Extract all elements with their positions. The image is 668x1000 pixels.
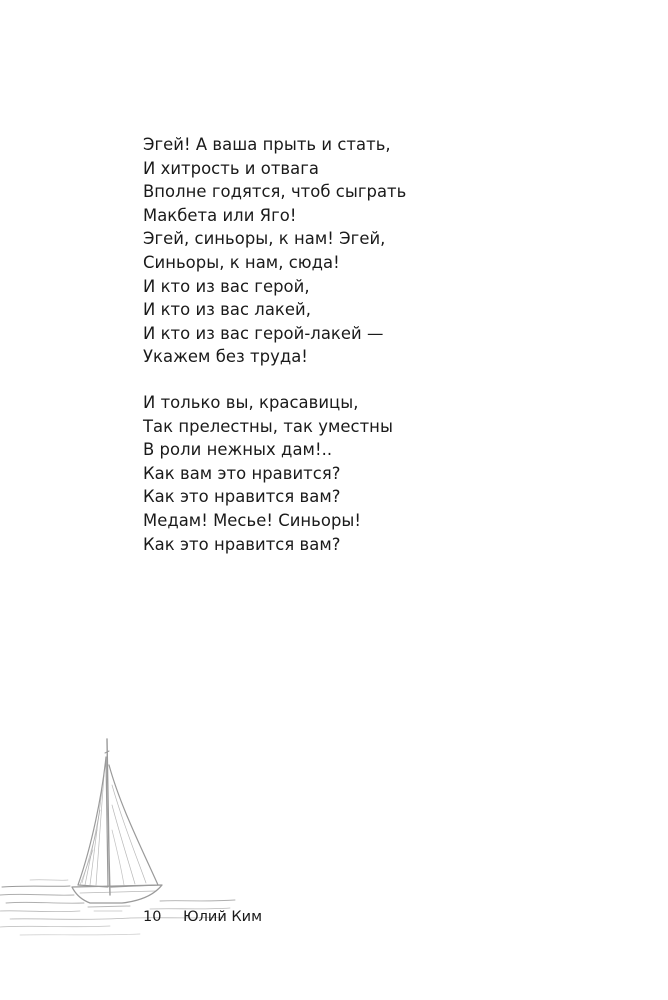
stanza-2 (143, 391, 563, 556)
author-name: Юлий Ким (183, 909, 263, 925)
poem-line: Синьоры, к нам, сюда! (143, 252, 340, 272)
poem-line: И только вы, красавицы, (143, 392, 359, 412)
poem-line: И кто из вас герой-лакей — (143, 323, 384, 343)
poem-line: Как вам это нравится? (143, 463, 341, 483)
poem-line: И хитрость и отвага (143, 158, 319, 178)
poem-line: И кто из вас герой, (143, 276, 310, 296)
poem-line: Медам! Месье! Синьоры! (143, 510, 362, 530)
poem-line: В роли нежных дам!.. (143, 440, 333, 460)
poem-line: Макбета или Яго! (143, 205, 297, 225)
poem-line: И кто из вас лакей, (143, 300, 311, 320)
page-footer (143, 907, 262, 927)
stanza-1 (143, 133, 563, 369)
poem-line: Эгей, синьоры, к нам! Эгей, (143, 229, 386, 249)
poem-line: Так прелестны, так уместны (143, 416, 393, 436)
poem-line: Эгей! А ваша прыть и стать, (143, 135, 391, 154)
sailboat-drawing (0, 739, 235, 935)
poem-text (143, 133, 563, 556)
page-number: 10 (143, 909, 162, 925)
poem-line: Укажем без труда! (143, 347, 308, 367)
poem-line: Вполне годятся, чтоб сыграть (143, 182, 407, 202)
poem-line: Как это нравится вам? (143, 487, 341, 507)
sailboat-sketch-icon (0, 735, 240, 1000)
poem-line: Как это нравится вам? (143, 534, 341, 554)
